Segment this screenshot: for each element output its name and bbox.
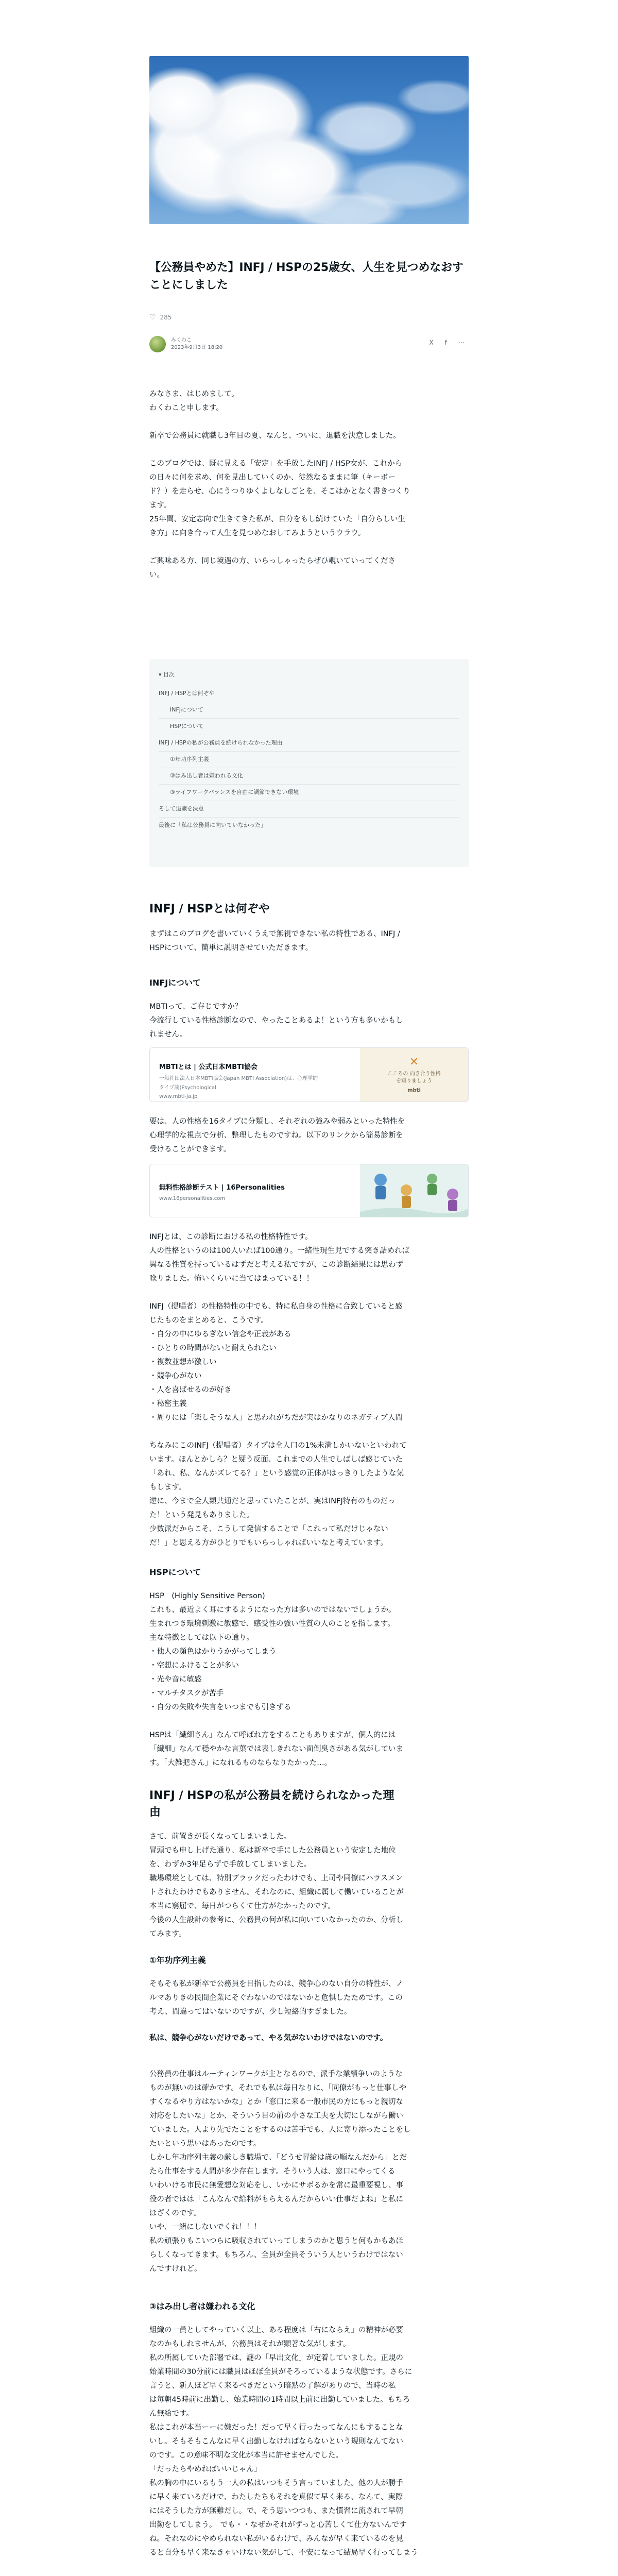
section-intro: まずはこのブログを書いていくうえで無視できない私の特性である、INFJ / HSPについて、簡単に説明させていただきます。 — [149, 930, 400, 952]
infj-text-c: INFJとは、この診断における私の性格特性です。 人の性格というのは100人いれば100通り。一緒性現生児でする突き詰めれば 異なる性質を持っているはずだと考える私ですが、この診断結果には思わず 唸りました。怖いくらいに当てはまっている！！ INFJ（提唱者）の性格特性の中でも、特に私自身の性格に合致していると感 じたものをまとめると、こうです。 ・自分の中にゆるぎない信念や正義がある ・ひとりの時間がないと耐えられない ・複数並想が激しい ・競争心がない ・人を喜ばせるのが好き ・秘密主義 ・周りには「楽しそうな人」と思われがちだが実はかなりのネガティブ人間 ちなみにこのINFJ（提唱者）タイプは全人口の1%未満しかいないといわれて います。ほんとかしら？と疑う反面、これまでの人生でしばしば感じていた 「あれ、私、なんかズレてる？」という感覚の正体がはっきりしたような気 もします。 逆に、今まで全人類共通だと思っていたことが、実はINFJ特有のものだっ た！という発見もありました。 少数派だからこそ、こうして発信することで「これって私だけじゃない だ！」と思える方がひとりでもいらっしゃればいいなと考えています。 — [149, 1233, 409, 1547]
facebook-share-icon[interactable]: f — [444, 339, 447, 346]
chevron-down-icon: ▾ — [159, 671, 164, 678]
outcast-text: 組織の一員としてやっていく以上、ある程度は「右にならえ」の精神が必要 なのかもしれませんが、公務員はそれが顕著な気がします。 私の所属していた部署では、謎の「早出文化」が定着していました。正規の 始業時間の30分前には職員はほぼ全員がそろっているような状態です。さらに 言うと、新人ほど早く来るべきだという暗黙の了解がありので、当時の私 は毎朝45時前に出勤し、始業時間の1時間以上前に出勤していました。もちろ ん無給です。 私はこれが本当ーーに嫌だった！だって早く行ったってなんにもすることな いし。そもそもこんなに早く出勤しなければならないという規則なんてない のです。この意味不明な文化が本当に許せませんでした。 「だったらやめればいいじゃん」 私の胸の中にいるもう一人の私はいつもそう言っていました。他の人が勝手 に早く来ているだけで、わたしたちもそれを真似て早く来る、なんて、実際 にはそうした方が無難だし。で、そう思いつつも、また慣習に流されて早朝 出勤をしてしまう。 でも・・なぜかそれがずっと心苦しくて仕方ないんです ね。それなのにやめられない私がいるわけで、みんなが早く来ているのを見 ると自分も早く来なきゃいけない気がして、不安になって結局早く行ってしまう — [149, 2326, 418, 2557]
paragraph-line: ご興味ある方、同じ境遇の方、いらっしゃったらぜひ覗いていってくださ — [149, 557, 396, 565]
paragraph-line: い。 — [149, 571, 164, 579]
paragraph-line — [149, 443, 469, 457]
subsection-heading: ①年功序列主義 — [149, 1955, 206, 1965]
subsection-heading: INFJについて — [149, 978, 201, 988]
author-bar — [149, 334, 469, 354]
infj-text-b: 要は、人の性格を16タイプに分類し、それぞれの強みや弱みといった特性を 心理学的な視点で分析、整理したものですね。以下のリンクから簡易診断を 受けることができます。 — [149, 1117, 405, 1154]
seniority-text: そもそも私が新卒で公務員を目指したのは、競争心のない自分の特性が、ノ ルマありきの民間企業にそぐわないのではないかと危惧したためです。この 考え、間違ってはいないのですが、少し短絡的すぎました。 — [149, 1980, 403, 2016]
hero-image — [149, 56, 469, 224]
card-title: 無料性格診断テスト | 16Personalities — [159, 1184, 285, 1192]
subsection-heading: ③はみ出し者は嫌われる文化 — [149, 2301, 255, 2311]
paragraph-line: わくわこと申します。 — [149, 404, 224, 412]
link-card-16personalities[interactable] — [149, 1164, 469, 1217]
paragraph-line — [149, 540, 469, 554]
card-thumbnail — [360, 1164, 468, 1217]
toc-item[interactable]: 最後に「私は公務員に向いていなかった」 — [159, 822, 266, 828]
toc-item[interactable]: HSPについて — [159, 719, 459, 735]
card-url: www.mbti-ja.jp — [159, 1094, 198, 1099]
infj-text-a: MBTIって、ご存じですか？ 今流行している性格診断なので、やったことあるよ！という方も多いかもし れません。 — [149, 1003, 403, 1039]
paragraph-line — [149, 415, 469, 429]
like-row — [149, 313, 469, 321]
card-url: www.16personalities.com — [159, 1196, 226, 1201]
card-thumbnail: ✕ こころの 向き合う性格 を知りましょう mbti — [360, 1048, 468, 1101]
section-heading: INFJ / HSPの私が公務員を続けられなかった理 由 — [149, 1789, 394, 1819]
paragraph-line: き方」に向き合って人生を見つめなおしてみようというウラウ。 — [149, 529, 366, 537]
characters-illustration — [360, 1164, 468, 1217]
paragraph-line: の日々に何を求め、何を見出していくのか、徒然なるままに筆（キーボー — [149, 473, 396, 482]
toc-item[interactable]: INFJ / HSPの私が公務員を続けられなかった理由 — [159, 735, 459, 752]
toc-heading[interactable]: ▾ 目次 — [159, 671, 175, 678]
toc-item[interactable]: そして退職を決意 — [159, 801, 459, 818]
hsp-text: HSP (Highly Sensitive Person) これも、最近よく耳にするようになった方は多いのではないでしょうか。 生まれつき環境刺激に敏感で、感受性の強い性質の人のことを指します。 主な特徴としては以下の通り。 ・他人の顔色はかりうかがってしまう ・空想にふけることが多い ・光や音に敏感 ・マルチタスクが苦手 ・自分の失敗や失言をいつまでも引きずる HSPは「繊細さん」なんて呼ばれ方をすることもありますが、個人的には 「繊細」なんて穏やかな言葉では表しきれない面倒臭さがある気がしていま す。「大雑把さん」になれるものならなりたかった…。 — [149, 1592, 403, 1767]
toc-item[interactable]: INFJについて — [159, 702, 459, 719]
toc-item[interactable]: ③はみ出し者は嫌われる文化 — [159, 768, 459, 785]
link-card-mbti[interactable] — [149, 1047, 469, 1102]
section-intro: さて、前置きが長くなってしまいました。 冒頭でも申し上げた通り、私は新卒で手にした公務員という安定した地位 を、わずか3年足らずで手放してしまいました。 職場環境としては、特別ブラックだったわけでも、上司や同僚にハラスメン トされたわけでもありません。それなのに、組織に属して働いていることが 本当に窮屈で、毎日がつらくて仕方がなかったのです。 今後の人生設計の参考に、公務員の何が私に向いていなかったのか、分析し てみます。 — [149, 1833, 404, 1938]
mbti-logo-icon: ✕ — [409, 1055, 419, 1069]
subsection-heading: HSPについて — [149, 1567, 201, 1577]
seniority-text-b: 公務員の仕事はルーティンワークが主となるので、派手な業績争いのような ものが無いのは確かです。それでも私は毎日なりに、「同僚がもっと仕事しや すくなるやり方はないかな」とか「窓口に来る一般市民の方にもっと親切な 対応をしたいな」とか、そういう目の前の小さな工夫を大切にしながら働い ていました。人より先でたことをするのは苦手でも、人に寄り添ったことをし たいという思いはあったのです。 しかし年功序列主義の厳しき職場で、「どうせ昇給は歳の順なんだから」とだ たら仕事をする人間が多少存在します。そういう人は、窓口にやってくる いわいける市民に無愛想な対応をし、いかにサボるかを常に最重要視し、事 役の者ではは「こんなんで給料がもらえるんだからいい仕事だよね」と私に ほざくのです。 いや、一緒にしないでくれ！！！ 私の頑張りもこいつらに吸収されていってしまうのかと思うと何もかもあほ らしくなってきます。もちろん、全員が全員そういう人というわけではない んですけれど。 — [149, 2070, 411, 2273]
sky-clouds-illustration — [149, 56, 469, 224]
article-title: 【公務員やめた】INFJ / HSPの25歳女、人生を見つめなおすことにしました — [149, 261, 464, 292]
paragraph-line: 25年間、安定志向で生きてきた私が、自分をもし続けていた「自分らしい生 — [149, 515, 405, 523]
more-options-icon[interactable]: ⋯ — [458, 339, 465, 346]
card-title: MBTIとは | 公式日本MBTI協会 — [159, 1063, 258, 1071]
paragraph-line: みなさま、はじめまして。 — [149, 390, 239, 398]
author-name[interactable]: みくわこ — [171, 337, 192, 343]
intro-text — [149, 387, 469, 582]
table-of-contents — [149, 659, 469, 867]
x-share-icon[interactable]: X — [429, 339, 434, 346]
paragraph-line: ます。 — [149, 501, 171, 510]
card-description: タイプ論(Psychological — [159, 1085, 216, 1091]
share-buttons — [430, 339, 465, 346]
paragraph-line: このブログでは、既に見える「安定」を手放したINFJ / HSP女が、これから — [149, 460, 403, 468]
toc-item[interactable]: INFJ / HSPとは何ぞや — [159, 686, 459, 702]
toc-item[interactable]: ①年功序列主義 — [159, 752, 459, 768]
toc-item[interactable]: ③ライフワークバランスを自由に調節できない環境 — [159, 785, 459, 801]
paragraph-line: ド？）を走らせ、心にうつりゆくよしなしごとを、そこはかとなく書きつくり — [149, 487, 410, 496]
card-description: 一般社団法人日本MBTI協会(Japan MBTI Association)は、心理学的 — [159, 1076, 318, 1081]
section-heading: INFJ / HSPとは何ぞや — [149, 903, 270, 916]
like-count: 285 — [160, 314, 172, 321]
heart-icon[interactable]: ♡ — [149, 313, 156, 321]
emphasis-quote: 私は、競争心がないだけであって、やる気がないわけではないのです。 — [149, 2034, 388, 2042]
paragraph-line: 新卒で公務員に就職し3年目の夏、なんと、ついに、退職を決意しました。 — [149, 432, 401, 440]
post-date: 2023年9月3日 18:20 — [171, 345, 223, 350]
avatar[interactable] — [149, 336, 166, 352]
